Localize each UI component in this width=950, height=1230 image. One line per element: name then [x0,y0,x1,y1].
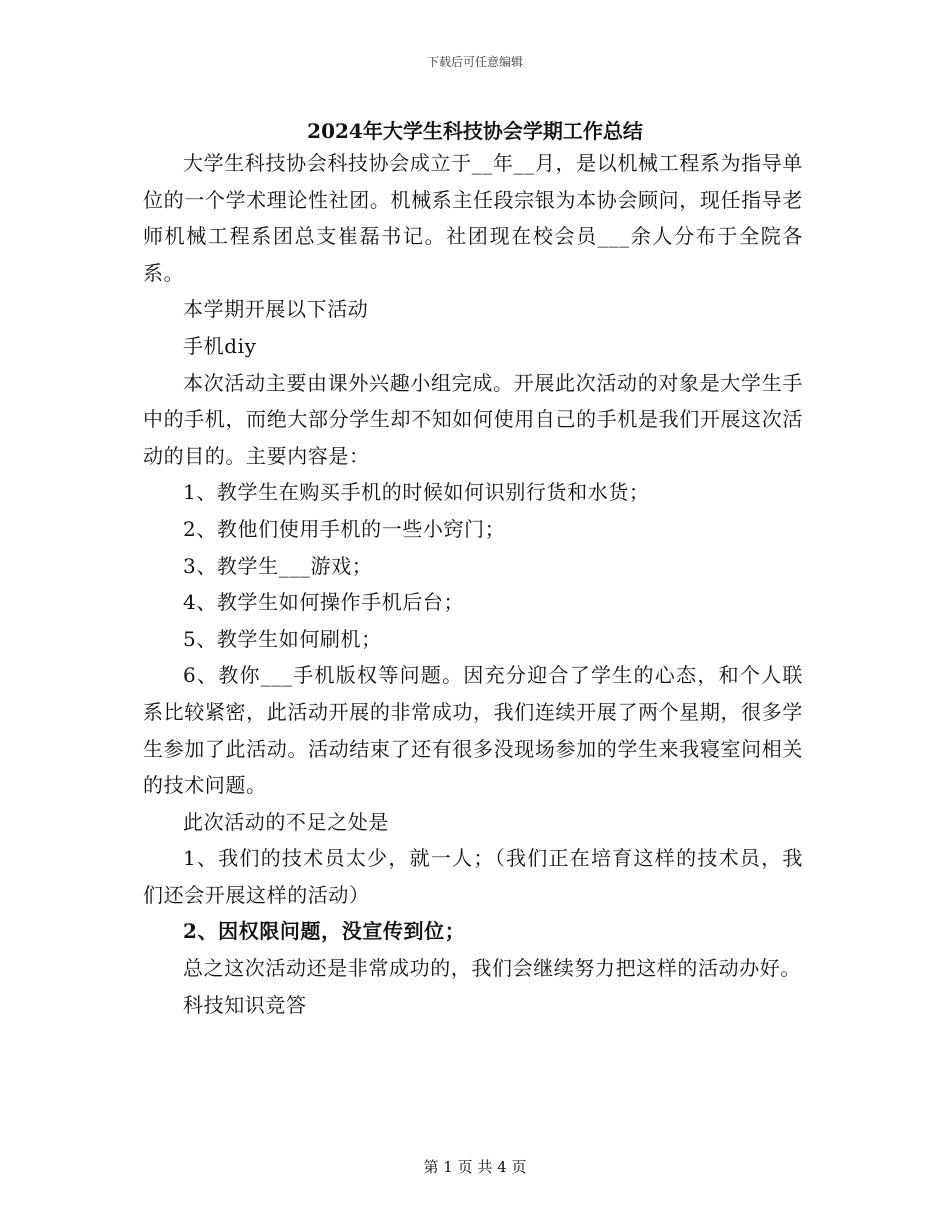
list-item: 6、教你___手机版权等问题。因充分迎合了学生的心态，和个人联系比较紧密，此活动开展的非常成功，我们连续开展了两个星期，很多学生参加了此活动。活动结束了还有很多没现场参加的学生来我寝室问相关的技术问题。 [143,663,803,798]
list-item: 3、教学生___游戏； [183,553,373,578]
list-item: 1、教学生在购买手机的时候如何识别行货和水货； [183,480,650,505]
activity-title-quiz: 科技知识竞答 [183,992,307,1017]
document-body [143,145,803,1023]
activity-title-phone-diy: 手机diy [183,333,257,358]
document-title: 2024年大学生科技协会学期工作总结 [307,119,643,143]
list-item: 5、教学生如何刷机； [183,626,382,651]
summary-paragraph: 总之这次活动还是非常成功的，我们会继续努力把这样的活动办好。 [183,956,801,981]
activities-heading: 本学期开展以下活动 [183,297,369,322]
intro-paragraph: 大学生科技协会科技协会成立于__年__月，是以机械工程系为指导单位的一个学术理论性社团。机械系主任段宗银为本协会顾问，现任指导老师机械工程系团总支崔磊书记。社团现在校会员___余人分布于全院各系。 [143,151,803,285]
list-item: 2、教他们使用手机的一些小窍门； [183,516,506,541]
list-item: 4、教学生如何操作手机后台； [183,590,465,615]
shortcoming-item-bold: 2、因权限问题，没宣传到位； [183,919,466,944]
activity-description: 本次活动主要由课外兴趣小组完成。开展此次活动的对象是大学生手中的手机，而绝大部分学生却不知如何使用自己的手机是我们开展这次活动的目的。主要内容是： [143,370,803,468]
header-note: 下载后可任意编辑 [426,55,523,69]
shortcoming-item: 1、我们的技术员太少，就一人；（我们正在培育这样的技术员，我们还会开展这样的活动） [143,846,803,907]
page-indicator: 第 1 页 共 4 页 [423,1158,527,1176]
shortcomings-heading: 此次活动的不足之处是 [183,809,389,834]
